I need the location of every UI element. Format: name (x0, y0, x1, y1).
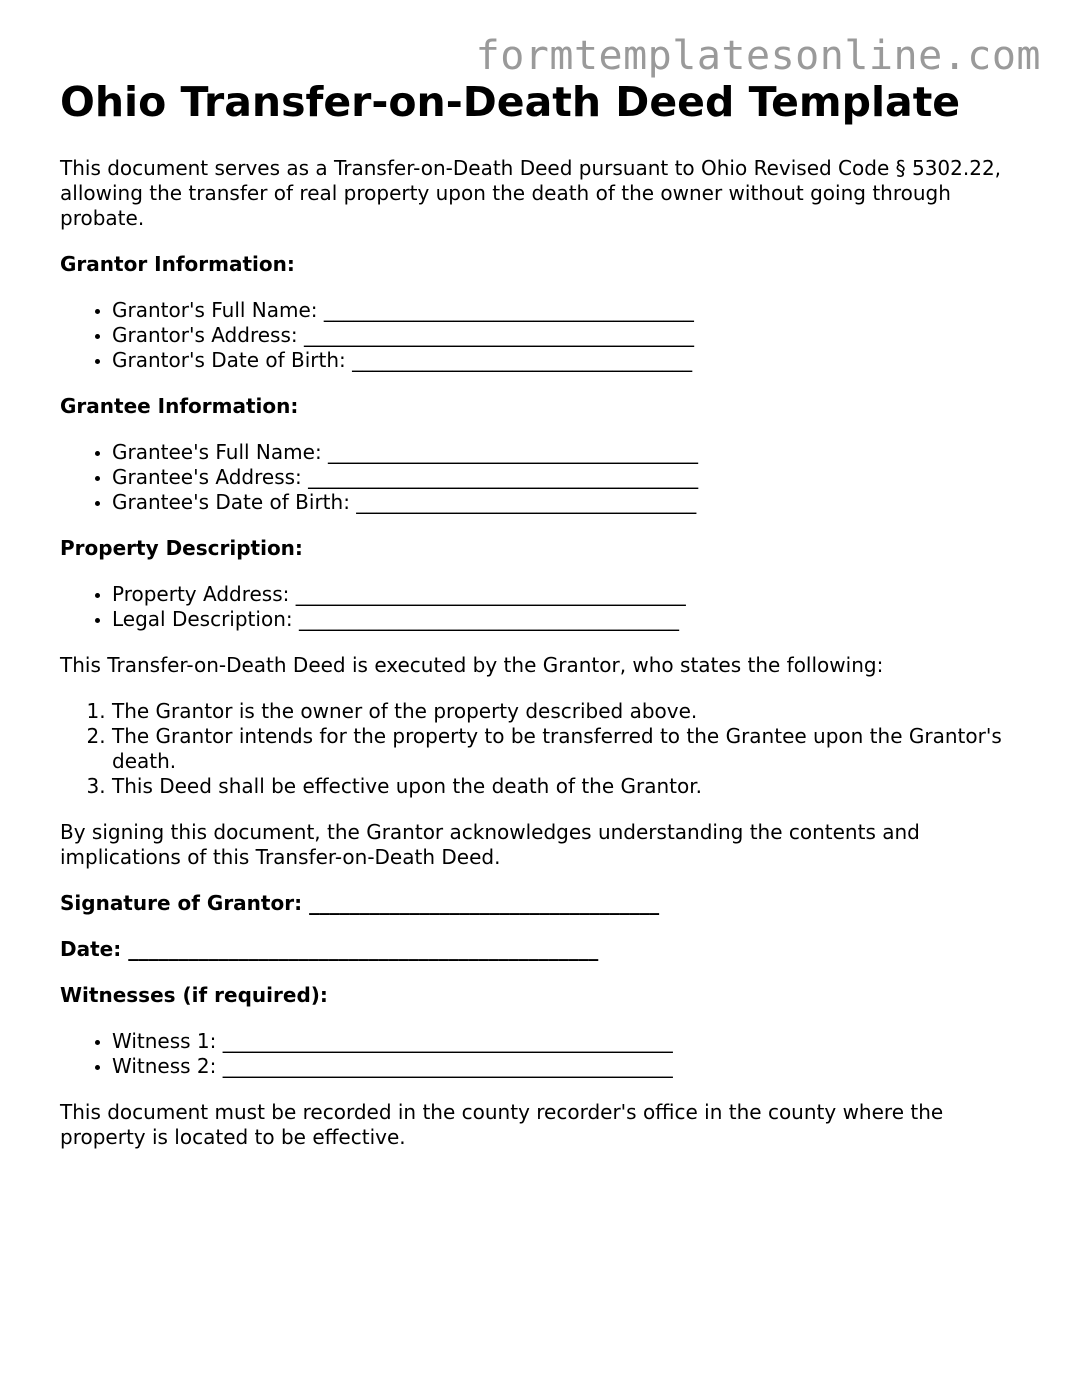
property-address-blank[interactable]: _______________________________________ (295, 582, 686, 606)
field-label: Grantee's Date of Birth: (112, 490, 350, 514)
property-address-field (112, 582, 1020, 607)
grantee-address-blank[interactable]: _______________________________________ (308, 465, 699, 489)
witnesses-heading: Witnesses (if required): (60, 983, 328, 1007)
witness-2-blank[interactable]: _____________________________________________ (222, 1054, 673, 1078)
grantee-full-name-blank[interactable]: _____________________________________ (328, 440, 699, 464)
signature-label: Signature of Grantor: (60, 891, 303, 915)
field-label: Grantee's Full Name: (112, 440, 322, 464)
statement-item: 1. The Grantor is the owner of the property described above. (112, 699, 1020, 724)
field-label: Legal Description: (112, 607, 293, 631)
closing-paragraph: This document must be recorded in the county recorder's office in the county where the property is located to be effective. (60, 1100, 944, 1149)
property-field-list (60, 582, 1020, 632)
grantee-dob-blank[interactable]: __________________________________ (356, 490, 697, 514)
field-label: Grantor's Full Name: (112, 298, 318, 322)
signature-line (60, 891, 1020, 916)
watermark: formtemplatesonline.com (475, 33, 1041, 79)
property-heading: Property Description: (60, 536, 303, 560)
document-page (60, 76, 1020, 1150)
legal-description-blank[interactable]: ______________________________________ (298, 607, 679, 631)
statement-item: 3. This Deed shall be effective upon the death of the Grantor. (112, 774, 1020, 799)
intro-paragraph: This document serves as a Transfer-on-Death Deed pursuant to Ohio Revised Code § 5302.22, allowing the transfer of real property upon the death of the owner without going through probate. (60, 156, 1002, 230)
grantor-address-field (112, 323, 1020, 348)
grantor-field-list (60, 298, 1020, 373)
grantee-dob-field (112, 490, 1020, 515)
witness-1-blank[interactable]: _____________________________________________ (222, 1029, 673, 1053)
page-title: Ohio Transfer-on-Death Deed Template (60, 78, 961, 126)
grantor-address-blank[interactable]: _______________________________________ (303, 323, 694, 347)
date-blank[interactable]: _______________________________________________ (128, 937, 599, 961)
witness-1-field (112, 1029, 1020, 1054)
acknowledgment-paragraph: By signing this document, the Grantor acknowledges understanding the contents and implications of this Transfer-on-Death Deed. (60, 820, 920, 869)
field-label: Grantor's Date of Birth: (112, 348, 346, 372)
grantor-full-name-field (112, 298, 1020, 323)
field-label: Grantee's Address: (112, 465, 302, 489)
statement-item: 2. The Grantor intends for the property to be transferred to the Grantee upon the Grantor's death. (112, 724, 1020, 774)
field-label: Witness 1: (112, 1029, 217, 1053)
witness-2-field (112, 1054, 1020, 1079)
grantee-field-list (60, 440, 1020, 515)
grantee-full-name-field (112, 440, 1020, 465)
grantor-dob-blank[interactable]: __________________________________ (352, 348, 693, 372)
grantee-heading: Grantee Information: (60, 394, 299, 418)
grantor-full-name-blank[interactable]: _____________________________________ (323, 298, 694, 322)
field-label: Property Address: (112, 582, 290, 606)
date-line (60, 937, 1020, 962)
legal-description-field (112, 607, 1020, 632)
statement-intro: This Transfer-on-Death Deed is executed by the Grantor, who states the following: (60, 653, 884, 677)
date-label: Date: (60, 937, 122, 961)
statement-list (60, 699, 1020, 799)
grantee-address-field (112, 465, 1020, 490)
signature-blank[interactable]: ___________________________________ (309, 891, 660, 915)
witness-field-list (60, 1029, 1020, 1079)
field-label: Grantor's Address: (112, 323, 298, 347)
grantor-dob-field (112, 348, 1020, 373)
grantor-heading: Grantor Information: (60, 252, 295, 276)
field-label: Witness 2: (112, 1054, 217, 1078)
